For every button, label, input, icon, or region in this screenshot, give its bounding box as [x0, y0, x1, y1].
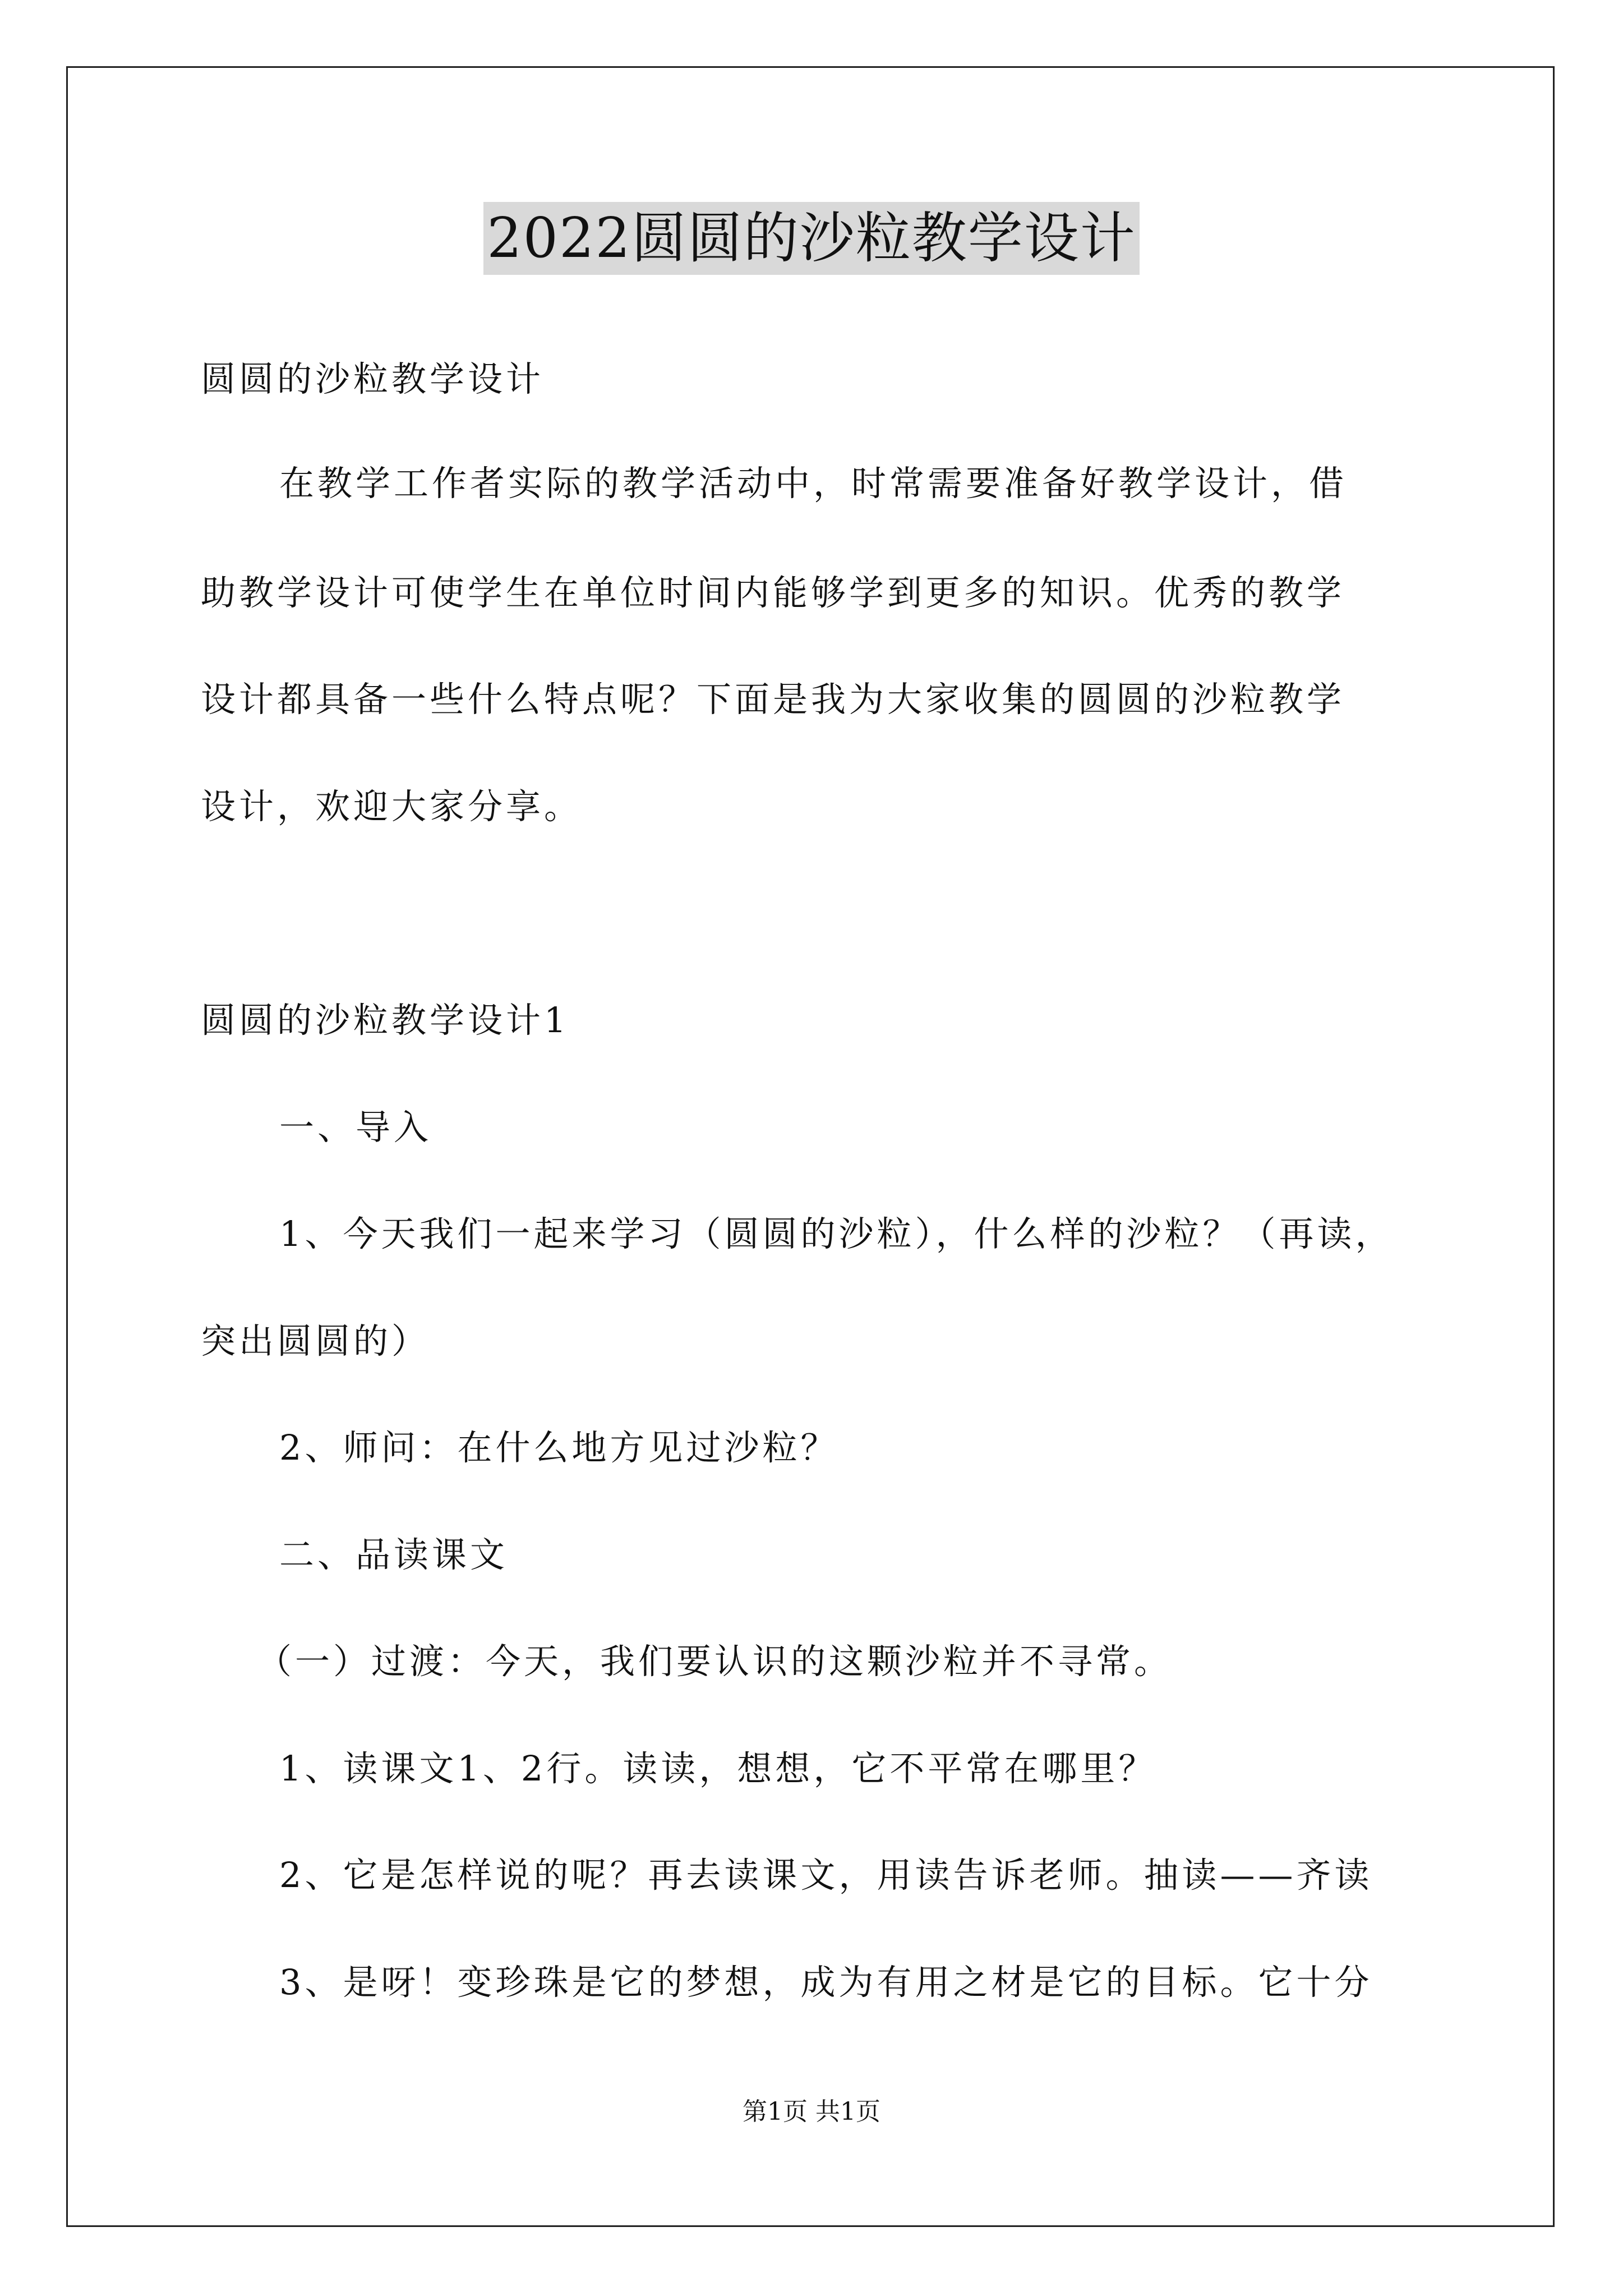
outline-heading: 二、品读课文 [279, 1534, 509, 1575]
paragraph-line: 2、它是怎样说的呢？再去读课文，用读告诉老师。抽读——齐读 [279, 1855, 1373, 1895]
paragraph-line: 助教学设计可使学生在单位时间内能够学到更多的知识。优秀的教学 [201, 572, 1345, 613]
paragraph-line: 设计都具备一些什么特点呢？下面是我为大家收集的圆圆的沙粒教学 [201, 679, 1345, 720]
paragraph-line: 2、师问：在什么地方见过沙粒？ [279, 1427, 839, 1468]
paragraph-line: 3、是呀！变珍珠是它的梦想，成为有用之材是它的目标。它十分 [279, 1962, 1373, 2003]
paragraph-line: 在教学工作者实际的教学活动中，时常需要准备好教学设计，借 [279, 463, 1348, 504]
paragraph-line: 1、读课文1、2行。读读，想想，它不平常在哪里？ [279, 1748, 1157, 1789]
paragraph-line: 1、今天我们一起来学习（圆圆的沙粒），什么样的沙粒？（再读， [279, 1213, 1394, 1254]
page-footer: 第1页 共1页 [743, 2097, 880, 2126]
document-title: 2022圆圆的沙粒教学设计 [483, 202, 1139, 275]
paragraph-line: （一）过渡：今天，我们要认识的这颗沙粒并不寻常。 [257, 1641, 1173, 1682]
section-heading-design-1: 圆圆的沙粒教学设计1 [201, 1000, 570, 1041]
outline-heading: 一、导入 [279, 1107, 432, 1148]
paragraph-line: 设计，欢迎大家分享。 [201, 786, 583, 827]
title-container [0, 202, 1623, 275]
section-heading-intro: 圆圆的沙粒教学设计 [201, 358, 545, 399]
paragraph-line: 突出圆圆的） [201, 1320, 430, 1361]
